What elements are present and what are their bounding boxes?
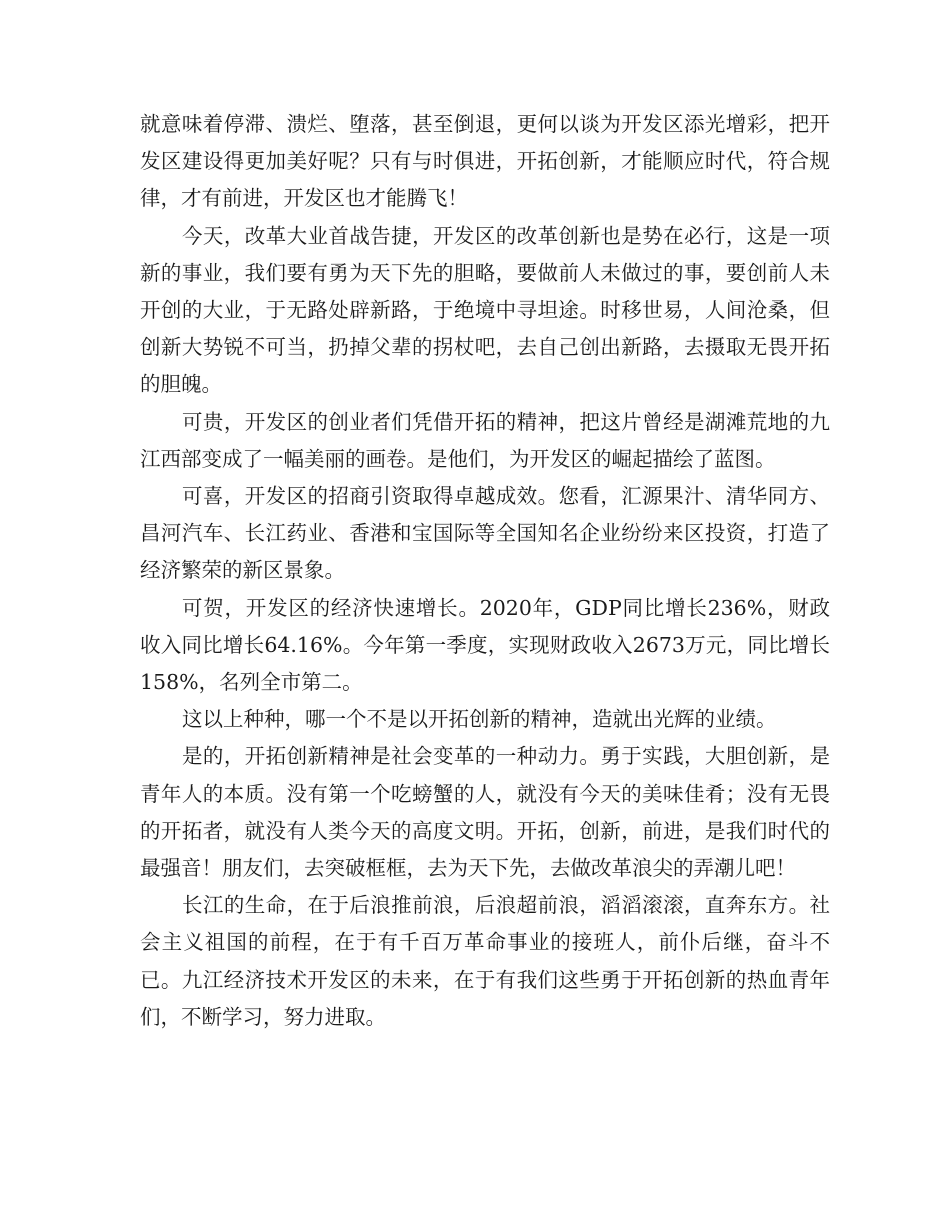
paragraph-8: 长江的生命，在于后浪推前浪，后浪超前浪，滔滔滚滚，直奔东方。社会主义祖国的前程，在于有千百万革命事业的接班人，前仆后继，奋斗不已。九江经济技术开发区的未来，在于有我们这些勇于开拓创新的热血青年们，不断学习，努力进取。 [140,893,830,1029]
paragraph-6: 这以上种种，哪一个不是以开拓创新的精神，造就出光辉的业绩。 [182,707,777,732]
paragraph-3: 可贵，开发区的创业者们凭借开拓的精神，把这片曾经是湖滩荒地的九江西部变成了一幅美丽的画卷。是他们，为开发区的崛起描绘了蓝图。 [140,409,830,471]
paragraph-7: 是的，开拓创新精神是社会变革的一种动力。勇于实践，大胆创新，是青年人的本质。没有第一个吃螃蟹的人，就没有今天的美味佳肴；没有无畏的开拓者，就没有人类今天的高度文明。开拓，创新，前进，是我们时代的最强音！朋友们，去突破框框，去为天下先，去做改革浪尖的弄潮儿吧！ [140,744,830,881]
paragraph-1: 就意味着停滞、溃烂、堕落，甚至倒退，更何以谈为开发区添光增彩，把开发区建设得更加美好呢？只有与时俱进，开拓创新，才能顺应时代，符合规律，才有前进，开发区也才能腾飞！ [140,112,830,211]
paragraph-5: 可贺，开发区的经济快速增长。2020年，GDP同比增长236%，财政收入同比增长64.16%。今年第一季度，实现财政收入2673万元，同比增长158%，名列全市第二。 [140,595,830,695]
document-body [140,106,830,1036]
paragraph-2: 今天，改革大业首战告捷，开发区的改革创新也是势在必行，这是一项新的事业，我们要有勇为天下先的胆略，要做前人未做过的事，要创前人未开创的大业，于无路处辟新路，于绝境中寻坦途。时移世易，人间沧桑，但创新大势锐不可当，扔掉父辈的拐杖吧，去自己创出新路，去摄取无畏开拓的胆魄。 [140,223,830,397]
paragraph-4: 可喜，开发区的招商引资取得卓越成效。您看，汇源果汁、清华同方、昌河汽车、长江药业、香港和宝国际等全国知名企业纷纷来区投资，打造了经济繁荣的新区景象。 [140,484,830,583]
